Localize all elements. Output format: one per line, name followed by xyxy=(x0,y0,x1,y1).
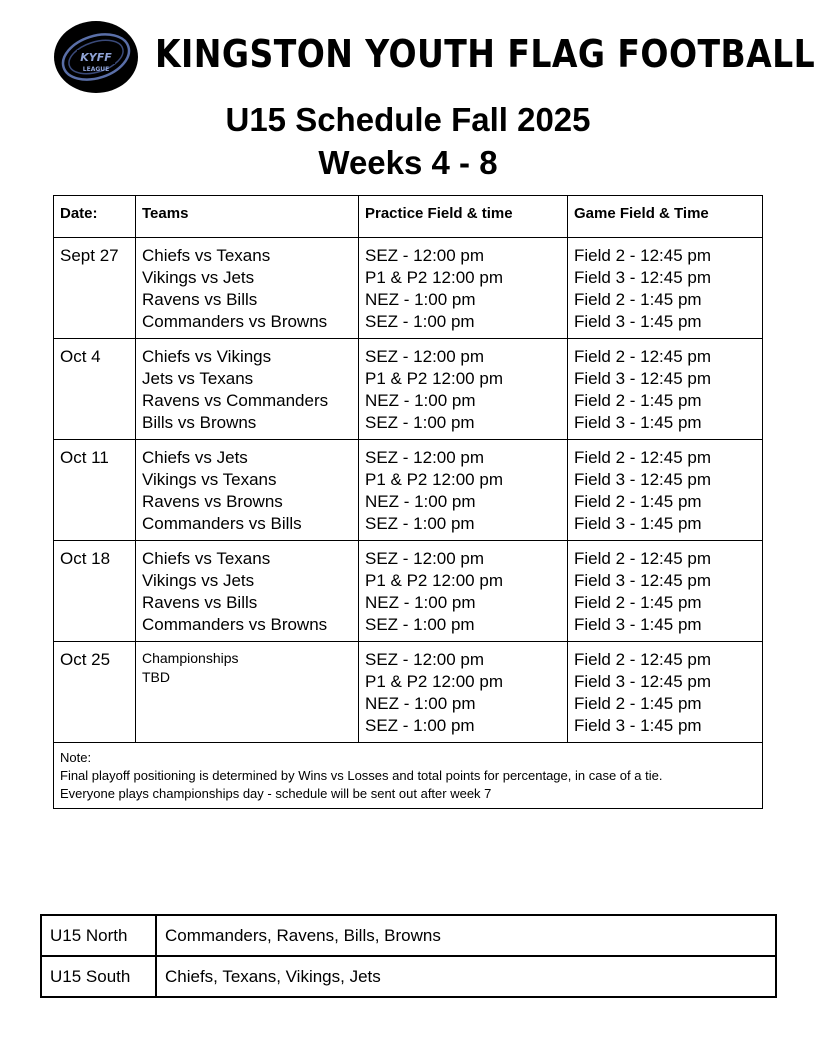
divisions-table xyxy=(40,914,777,998)
week-practice xyxy=(359,339,568,440)
cell-line: Field 3 - 1:45 pm xyxy=(574,716,702,735)
week-date: Oct 18 xyxy=(54,541,136,642)
week-practice xyxy=(359,238,568,339)
cell-line: Field 2 - 12:45 pm xyxy=(574,549,712,568)
cell-line: SEZ - 12:00 pm xyxy=(365,650,485,669)
week-practice xyxy=(359,541,568,642)
cell-line: Field 2 - 12:45 pm xyxy=(574,650,712,669)
cell-line: Bills vs Browns xyxy=(142,413,257,432)
cell-line: Field 3 - 12:45 pm xyxy=(574,470,712,489)
cell-line: P1 & P2 12:00 pm xyxy=(365,268,503,287)
cell-line: P1 & P2 12:00 pm xyxy=(365,369,503,388)
league-title: KINGSTON YOUTH FLAG FOOTBALL xyxy=(155,32,816,76)
schedule-title: U15 Schedule Fall 2025 xyxy=(225,101,591,138)
cell-line: TBD xyxy=(142,669,170,685)
cell-line: SEZ - 12:00 pm xyxy=(365,347,485,366)
note-line: Final playoff positioning is determined by Wins vs Losses and total points for percentage, in case of a tie. xyxy=(60,768,663,783)
cell-line: Chiefs vs Texans xyxy=(142,246,271,265)
division-name: U15 South xyxy=(41,956,156,997)
cell-line: NEZ - 1:00 pm xyxy=(365,593,476,612)
week-practice xyxy=(359,642,568,743)
cell-line: Field 2 - 1:45 pm xyxy=(574,391,702,410)
division-teams: Commanders, Ravens, Bills, Browns xyxy=(156,915,776,956)
cell-line: Vikings vs Jets xyxy=(142,571,255,590)
cell-line: NEZ - 1:00 pm xyxy=(365,391,476,410)
cell-line: Chiefs vs Texans xyxy=(142,549,271,568)
cell-line: Field 3 - 1:45 pm xyxy=(574,312,702,331)
schedule-row xyxy=(54,440,763,541)
cell-line: Championships xyxy=(142,650,239,666)
cell-line: NEZ - 1:00 pm xyxy=(365,492,476,511)
cell-line: Field 3 - 12:45 pm xyxy=(574,672,712,691)
note-line: Everyone plays championships day - schedule will be sent out after week 7 xyxy=(60,786,492,801)
cell-line: Jets vs Texans xyxy=(142,369,254,388)
week-date: Oct 4 xyxy=(54,339,136,440)
cell-line: Commanders vs Browns xyxy=(142,312,328,331)
week-teams xyxy=(136,541,359,642)
cell-line: SEZ - 12:00 pm xyxy=(365,448,485,467)
division-teams: Chiefs, Texans, Vikings, Jets xyxy=(156,956,776,997)
week-date: Oct 25 xyxy=(54,642,136,743)
svg-text:KYFF: KYFF xyxy=(80,51,112,64)
cell-line: Ravens vs Commanders xyxy=(142,391,329,410)
cell-line: SEZ - 1:00 pm xyxy=(365,514,475,533)
cell-line: SEZ - 12:00 pm xyxy=(365,246,485,265)
cell-line: Ravens vs Browns xyxy=(142,492,283,511)
cell-line: Field 3 - 1:45 pm xyxy=(574,413,702,432)
week-teams xyxy=(136,440,359,541)
division-row xyxy=(41,956,776,997)
week-teams xyxy=(136,642,359,743)
week-date: Sept 27 xyxy=(54,238,136,339)
week-game xyxy=(568,440,763,541)
cell-line: Ravens vs Bills xyxy=(142,593,258,612)
cell-line: Field 3 - 12:45 pm xyxy=(574,268,712,287)
week-teams xyxy=(136,238,359,339)
week-practice xyxy=(359,440,568,541)
cell-line: Field 2 - 12:45 pm xyxy=(574,448,712,467)
division-row xyxy=(41,915,776,956)
cell-line: Field 3 - 1:45 pm xyxy=(574,514,702,533)
schedule-note xyxy=(54,743,763,809)
cell-line: Chiefs vs Jets xyxy=(142,448,248,467)
cell-line: Ravens vs Bills xyxy=(142,290,258,309)
schedule-row xyxy=(54,339,763,440)
cell-line: Field 2 - 1:45 pm xyxy=(574,593,702,612)
cell-line: Commanders vs Bills xyxy=(142,514,302,533)
cell-line: SEZ - 1:00 pm xyxy=(365,615,475,634)
header-game: Game Field & Time xyxy=(568,196,763,238)
week-date: Oct 11 xyxy=(54,440,136,541)
schedule-table xyxy=(53,195,763,809)
week-game xyxy=(568,642,763,743)
cell-line: SEZ - 12:00 pm xyxy=(365,549,485,568)
note-line: Note: xyxy=(60,750,92,765)
cell-line: Field 2 - 1:45 pm xyxy=(574,694,702,713)
header-date: Date: xyxy=(54,196,136,238)
cell-line: NEZ - 1:00 pm xyxy=(365,290,476,309)
cell-line: Field 2 - 1:45 pm xyxy=(574,290,702,309)
header-teams: Teams xyxy=(136,196,359,238)
note-row xyxy=(54,743,763,809)
cell-line: Commanders vs Browns xyxy=(142,615,328,634)
week-game xyxy=(568,541,763,642)
schedule-weeks: Weeks 4 - 8 xyxy=(318,144,498,181)
week-game xyxy=(568,238,763,339)
cell-line: Field 3 - 1:45 pm xyxy=(574,615,702,634)
cell-line: Field 2 - 12:45 pm xyxy=(574,347,712,366)
week-teams xyxy=(136,339,359,440)
cell-line: SEZ - 1:00 pm xyxy=(365,716,475,735)
cell-line: NEZ - 1:00 pm xyxy=(365,694,476,713)
cell-line: Vikings vs Jets xyxy=(142,268,255,287)
cell-line: SEZ - 1:00 pm xyxy=(365,413,475,432)
cell-line: Field 3 - 12:45 pm xyxy=(574,369,712,388)
header-practice: Practice Field & time xyxy=(359,196,568,238)
division-name: U15 North xyxy=(41,915,156,956)
schedule-row xyxy=(54,642,763,743)
cell-line: Field 3 - 12:45 pm xyxy=(574,571,712,590)
cell-line: Vikings vs Texans xyxy=(142,470,277,489)
schedule-header-row xyxy=(54,196,763,238)
schedule-row xyxy=(54,541,763,642)
league-logo xyxy=(53,20,139,94)
cell-line: SEZ - 1:00 pm xyxy=(365,312,475,331)
schedule-row xyxy=(54,238,763,339)
cell-line: P1 & P2 12:00 pm xyxy=(365,470,503,489)
week-game xyxy=(568,339,763,440)
cell-line: Field 2 - 12:45 pm xyxy=(574,246,712,265)
cell-line: P1 & P2 12:00 pm xyxy=(365,571,503,590)
cell-line: Field 2 - 1:45 pm xyxy=(574,492,702,511)
svg-text:LEAGUE: LEAGUE xyxy=(82,66,110,73)
page-header xyxy=(53,20,816,94)
cell-line: P1 & P2 12:00 pm xyxy=(365,672,503,691)
cell-line: Chiefs vs Vikings xyxy=(142,347,272,366)
